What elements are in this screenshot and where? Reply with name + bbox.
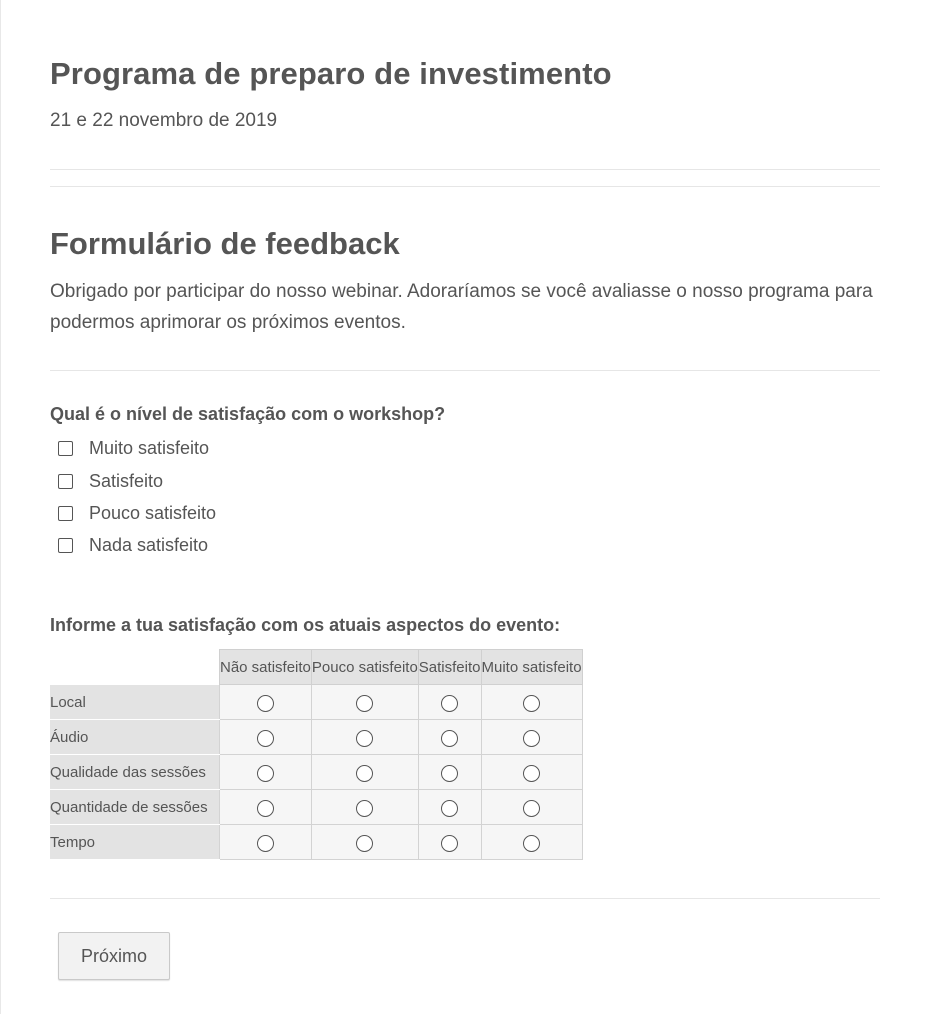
matrix-cell[interactable] xyxy=(220,685,312,720)
matrix-cell[interactable] xyxy=(220,825,312,860)
matrix-cell[interactable] xyxy=(418,790,481,825)
matrix-cell[interactable] xyxy=(481,790,582,825)
checkbox[interactable] xyxy=(58,538,73,553)
matrix-cell[interactable] xyxy=(311,755,418,790)
radio-button[interactable] xyxy=(441,800,458,817)
radio-button[interactable] xyxy=(257,765,274,782)
divider xyxy=(50,186,880,187)
matrix-row-qualidade xyxy=(50,755,582,790)
matrix-corner xyxy=(50,650,220,685)
column-header-muito-satisfeito: Muito satisfeito xyxy=(481,650,582,685)
matrix-row-tempo xyxy=(50,825,582,860)
radio-button[interactable] xyxy=(523,695,540,712)
radio-button[interactable] xyxy=(441,695,458,712)
column-header-nao-satisfeito: Não satisfeito xyxy=(220,650,312,685)
divider xyxy=(50,898,880,899)
radio-button[interactable] xyxy=(523,835,540,852)
checkbox-option-label: Satisfeito xyxy=(89,470,164,491)
radio-button[interactable] xyxy=(257,800,274,817)
column-header-pouco-satisfeito: Pouco satisfeito xyxy=(311,650,418,685)
column-header-satisfeito: Satisfeito xyxy=(418,650,481,685)
matrix-row-local xyxy=(50,685,582,720)
radio-button[interactable] xyxy=(523,765,540,782)
page-title: Programa de preparo de investimento xyxy=(50,56,612,91)
matrix-cell[interactable] xyxy=(311,825,418,860)
divider xyxy=(50,370,880,371)
radio-button[interactable] xyxy=(441,765,458,782)
question-satisfaction-label: Qual é o nível de satisfação com o workshop? xyxy=(50,404,446,424)
question-aspects-label: Informe a tua satisfação com os atuais aspectos do evento: xyxy=(50,615,561,635)
event-date: 21 e 22 novembro de 2019 xyxy=(50,110,278,131)
checkbox[interactable] xyxy=(58,506,73,521)
checkbox-option-satisfeito[interactable] xyxy=(58,469,163,493)
matrix-row-audio xyxy=(50,720,582,755)
radio-button[interactable] xyxy=(441,835,458,852)
radio-button[interactable] xyxy=(356,730,373,747)
checkbox[interactable] xyxy=(58,441,73,456)
matrix-cell[interactable] xyxy=(481,720,582,755)
radio-button[interactable] xyxy=(356,765,373,782)
matrix-cell[interactable] xyxy=(220,790,312,825)
matrix-cell[interactable] xyxy=(481,685,582,720)
matrix-cell[interactable] xyxy=(481,825,582,860)
radio-button[interactable] xyxy=(356,800,373,817)
radio-button[interactable] xyxy=(257,835,274,852)
matrix-cell[interactable] xyxy=(311,685,418,720)
row-label: Local xyxy=(50,685,220,720)
matrix-cell[interactable] xyxy=(418,685,481,720)
row-label: Tempo xyxy=(50,825,220,860)
checkbox[interactable] xyxy=(58,474,73,489)
next-button[interactable]: Próximo xyxy=(58,932,170,980)
matrix-cell[interactable] xyxy=(481,755,582,790)
radio-button[interactable] xyxy=(257,695,274,712)
row-label: Quantidade de sessões xyxy=(50,790,220,825)
checkbox-option-label: Pouco satisfeito xyxy=(89,502,217,523)
checkbox-option-muito-satisfeito[interactable] xyxy=(58,436,209,460)
checkbox-option-label: Muito satisfeito xyxy=(89,437,210,458)
checkbox-option-label: Nada satisfeito xyxy=(89,534,209,555)
radio-button[interactable] xyxy=(523,730,540,747)
matrix-cell[interactable] xyxy=(311,720,418,755)
matrix-cell[interactable] xyxy=(220,720,312,755)
radio-button[interactable] xyxy=(441,730,458,747)
section-title: Formulário de feedback xyxy=(50,226,400,261)
radio-button[interactable] xyxy=(356,695,373,712)
checkbox-option-pouco-satisfeito[interactable] xyxy=(58,501,216,525)
matrix-cell[interactable] xyxy=(220,755,312,790)
page-left-border xyxy=(0,0,1,1014)
radio-button[interactable] xyxy=(257,730,274,747)
divider xyxy=(50,169,880,170)
row-label: Áudio xyxy=(50,720,220,755)
rating-matrix xyxy=(50,649,583,860)
matrix-cell[interactable] xyxy=(418,755,481,790)
matrix-header-row xyxy=(50,650,582,685)
section-description: Obrigado por participar do nosso webinar. Adoraríamos se você avaliasse o nosso programa para podermos aprimorar os próximos eventos. xyxy=(50,281,873,333)
matrix-cell[interactable] xyxy=(418,825,481,860)
matrix-cell[interactable] xyxy=(418,720,481,755)
radio-button[interactable] xyxy=(356,835,373,852)
matrix-cell[interactable] xyxy=(311,790,418,825)
row-label: Qualidade das sessões xyxy=(50,755,220,790)
checkbox-option-nada-satisfeito[interactable] xyxy=(58,533,208,557)
radio-button[interactable] xyxy=(523,800,540,817)
matrix-row-quantidade xyxy=(50,790,582,825)
